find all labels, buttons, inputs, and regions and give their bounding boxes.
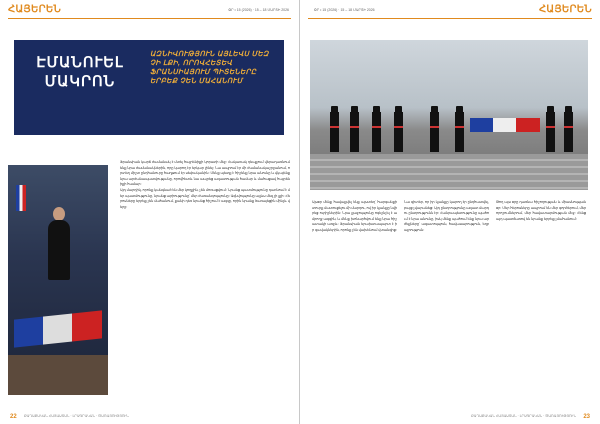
- text-column-1: [312, 200, 397, 395]
- macron-photo: [8, 165, 108, 395]
- magazine-logo: ՀԱՅԵՐԵՆ: [538, 4, 592, 15]
- page-footer: ՔԱՂԱՔԱԿԱՆ ՀԱՅԱՍՏԱՆ · ԼՐԱԳՐԱԿԱՆ · ԾԱՌԱՅՈՒԹՅՈՒՆ: [471, 414, 576, 418]
- column-text: Այսօր մենք հավաքվել ենք այստեղ՝ հարգանքի տուրք մատուցելու մի մարդու, ով իր կյանքը նվիրեց ուրիշներին։ Նրա քաջությունը ոգեշնչել է ամբողջ ազգին, և մենք խոնարհվում ենք նրա հիշատակի առջև։ Ֆրանսիան երախտապարտ է իր զավակներին, որոնք չեն վախենում վտանգից։: [312, 200, 397, 232]
- flag-draped-coffin: [14, 310, 102, 347]
- guard-figure: [350, 112, 359, 152]
- guard-figure: [394, 112, 403, 152]
- text-column-1: [120, 160, 290, 395]
- column-text: Թող այս օրը դառնա հիշողության և միասնության օր։ Մեր հերոսները ապրում են մեր գործերում, մեր որոշումներում, մեր հավատարմության մեջ։ Հենց այդ պատճառով են նրանք երբեք չմահանում։: [496, 200, 586, 221]
- column-text: Նա գիտեր, որ իր կյանքը կարող էր ընդհատվել, բայց չվարանեց։ Այդ ընտրությունը ազատ մարդու ընտրությունն էր։ Հանրապետությունը պահում է նրա անունը, իսկ մենք պահում ենք նրա արժեքները՝ ազատություն, հավասարություն, եղբայրություն։: [404, 200, 489, 232]
- steps: [310, 154, 588, 190]
- header-rule: [8, 18, 291, 19]
- title-banner: [14, 40, 284, 135]
- issue-line: ՕՐ • 15 (2026) · 15 – 18 ՄԱՐՏԻ 2026: [228, 8, 289, 12]
- guard-figure: [455, 112, 464, 152]
- guard-figure: [564, 112, 573, 152]
- page-number: 22: [10, 414, 17, 420]
- issue-line: ՕՐ • 15 (2026) · 15 – 18 ՄԱՐՏԻ 2026: [314, 8, 375, 12]
- person-head: [53, 207, 65, 221]
- text-column-3: [496, 200, 586, 395]
- guard-figure: [372, 112, 381, 152]
- person-figure: [48, 220, 70, 280]
- text-column-2: [404, 200, 489, 395]
- article-headline: ԱԶՆԻՎՈՒԹՅՈՒՆ ԱՅԼԵՎՍ ՄԵԶ ՉԻ ԼՔԻ, ՈՐՈՎՀԵՏԵՎ ՖՐԱՆՍԻԱՅՈՒՄ ՊԻՏԵՆԵՐԸ ԵՐԲԵՔ ՉԵՆ ՄԱՀԱՆՈՒՄ: [150, 51, 269, 85]
- flag-image: [16, 185, 26, 211]
- right-page: [300, 0, 600, 424]
- column-text: Այդ մարդիկ, որոնք կանգնած են մեր կողքին, չեն մոռացվում։ Նրանց պատմությունը դառնում է մեր պատմությունը, նրանց արիությունը՝ մեր ժառանգությունը։ Ազնվությունը այլևս մեզ չի լքի։ Հերոսները երբեք չեն մահանում, քանի դեռ նրանց հիշում է ազգը, որին նրանք ծառայեցին մինչև վերջ։: [120, 187, 290, 209]
- guard-figure: [546, 112, 555, 152]
- ceremony-photo: [310, 40, 588, 190]
- flag-draped-coffin: [470, 118, 540, 132]
- guard-figure: [330, 112, 339, 152]
- floor: [8, 355, 108, 395]
- guard-figure: [430, 112, 439, 152]
- page-number: 23: [583, 414, 590, 420]
- article-author: ԷՄԱՆՈՒԵԼ ՄԱԿՐՈՆ: [36, 55, 124, 90]
- page-footer: ՔԱՂԱՔԱԿԱՆ ՀԱՅԱՍՏԱՆ · ԼՐԱԳՐԱԿԱՆ · ԾԱՌԱՅՈՒԹՅՈՒՆ: [24, 414, 129, 418]
- header-rule: [308, 18, 592, 19]
- magazine-logo: ՀԱՅԵՐԵՆ: [8, 4, 62, 15]
- column-text: Ֆրանսիան կարճ ժամանակ է մտել հայրենիքի կորստի մեջ։ Հակառակ դեպքում վերադառնում ենք նրա ժամանակներին, որը կարող էր երկար լինել։ Նա ապրում էր մի ժամանակաշրջանում, որտեղ միշտ ընդհանուրը հաղթում էր սեփականին։ Մենք պետք է հիշենք նրա անունը և վկայենք նրա արժանապատվությանը, որովհետև նա ապրեց ազատության համար և մահացավ հայրենիքի համար։: [120, 160, 290, 187]
